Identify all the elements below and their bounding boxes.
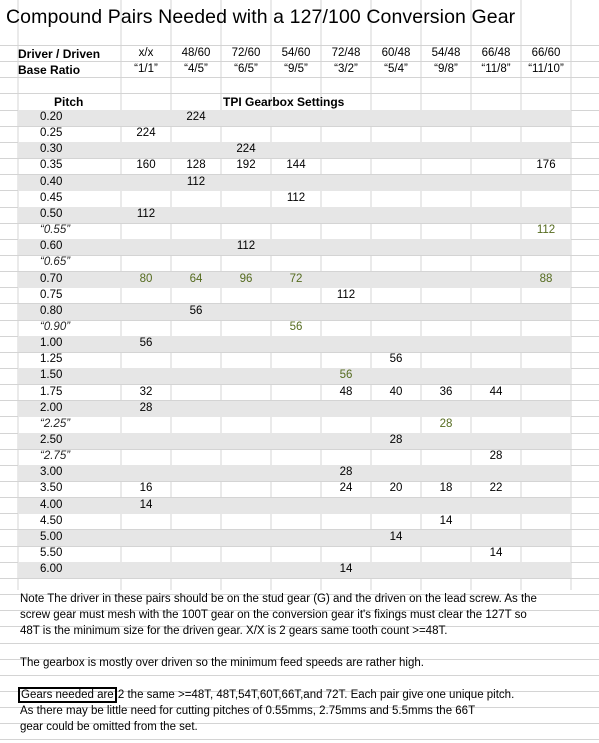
gear-tooth-count: 28 <box>339 466 353 478</box>
gear-tooth-count: 96 <box>239 273 253 285</box>
gear-tooth-count: 56 <box>389 353 403 365</box>
column-ratio-label: “11/8” <box>481 63 511 75</box>
gear-tooth-count: 64 <box>189 273 203 285</box>
table-row <box>18 207 571 223</box>
gear-tooth-count: 56 <box>289 321 303 333</box>
column-ratio-label: “11/10” <box>528 63 564 75</box>
table-row <box>18 465 571 481</box>
tpi-gearbox-settings-header: TPI Gearbox Settings <box>223 95 345 109</box>
table-row <box>18 175 571 191</box>
pitch-value: 2.50 <box>40 434 63 446</box>
pitch-value: 5.00 <box>40 531 63 543</box>
table-row <box>18 498 571 514</box>
table-row <box>18 304 571 320</box>
pitch-value: 3.00 <box>40 466 63 478</box>
pitch-value: 0.40 <box>40 176 63 188</box>
gear-tooth-count: 22 <box>489 482 503 494</box>
column-ratio-label: “5/4” <box>384 63 408 75</box>
column-gear-label: 60/48 <box>381 47 411 59</box>
gear-tooth-count: 224 <box>236 143 256 155</box>
gear-tooth-count: 44 <box>489 386 503 398</box>
driver-driven-label: Driver / Driven <box>18 47 101 61</box>
gear-tooth-count: 112 <box>536 224 556 236</box>
column-ratio-label: “1/1” <box>134 63 158 75</box>
column-gear-label: 48/60 <box>181 47 211 59</box>
table-row <box>18 239 571 255</box>
gear-tooth-count: 56 <box>339 369 353 381</box>
gear-tooth-count: 14 <box>439 515 453 527</box>
gear-tooth-count: 40 <box>389 386 403 398</box>
pitch-value: 1.00 <box>40 337 63 349</box>
gear-tooth-count: 112 <box>236 240 256 252</box>
gear-tooth-count: 24 <box>339 482 353 494</box>
gear-tooth-count: 28 <box>389 434 403 446</box>
column-gear-label: x/x <box>138 47 154 59</box>
table-row <box>18 530 571 546</box>
pitch-value: 0.20 <box>40 111 63 123</box>
gear-tooth-count: 112 <box>286 192 306 204</box>
note-line-1: Note The driver in these pairs should be on the stud gear (G) and the driven on the lead screw. As the <box>20 593 537 605</box>
gear-tooth-count: 72 <box>289 273 303 285</box>
pitch-value: 0.30 <box>40 143 63 155</box>
pitch-value: 1.25 <box>40 353 63 365</box>
gear-tooth-count: 16 <box>139 482 153 494</box>
gears-needed-boxed-text: Gears needed are <box>21 689 114 701</box>
table-row <box>18 368 571 384</box>
gear-tooth-count: 112 <box>136 208 156 220</box>
pitch-value: “2.75” <box>40 450 71 462</box>
table-row <box>18 562 571 578</box>
note-line-4: The gearbox is mostly over driven so the minimum feed speeds are rather high. <box>20 657 424 669</box>
pitch-value: 0.25 <box>40 127 63 139</box>
column-gear-label: 54/48 <box>431 47 461 59</box>
pitch-value: “0.55” <box>40 224 71 236</box>
gear-tooth-count: 18 <box>439 482 453 494</box>
gear-tooth-count: 28 <box>439 418 453 430</box>
gear-tooth-count: 144 <box>286 159 306 171</box>
table-row <box>18 223 571 239</box>
gear-tooth-count: 48 <box>339 386 353 398</box>
pitch-value: 0.70 <box>40 273 63 285</box>
gear-tooth-count: 176 <box>536 159 556 171</box>
pitch-value: 5.50 <box>40 547 63 559</box>
gear-tooth-count: 14 <box>339 563 353 575</box>
column-ratio-label: “4/5” <box>184 63 208 75</box>
gears-needed-list: 2 the same >=48T, 48T,54T,60T,66T,and 72T. Each pair give one unique pitch. <box>114 689 515 701</box>
gear-tooth-count: 20 <box>389 482 403 494</box>
table-row <box>18 126 571 142</box>
gear-tooth-count: 14 <box>139 499 153 511</box>
column-gear-label: 72/60 <box>231 47 261 59</box>
base-ratio-label: Base Ratio <box>18 63 81 77</box>
pitch-value: 0.45 <box>40 192 63 204</box>
column-gear-label: 72/48 <box>331 47 361 59</box>
gear-tooth-count: 112 <box>336 289 356 301</box>
pitch-value: 4.00 <box>40 499 63 511</box>
gear-tooth-count: 56 <box>189 305 203 317</box>
pitch-value: 0.75 <box>40 289 63 301</box>
gear-tooth-count: 36 <box>439 386 453 398</box>
table-row <box>18 336 571 352</box>
gear-tooth-count: 14 <box>389 531 403 543</box>
note-line-6: As there may be little need for cutting pitches of 0.55mms, 2.75mms and 5.5mms the 66T <box>20 705 476 717</box>
gear-tooth-count: 32 <box>139 386 153 398</box>
column-gear-label: 66/60 <box>531 47 561 59</box>
column-gear-label: 54/60 <box>281 47 311 59</box>
pitch-value: 0.35 <box>40 159 63 171</box>
pitch-value: 6.00 <box>40 563 63 575</box>
table-row <box>18 417 571 433</box>
table-row <box>18 514 571 530</box>
note-line-3: 48T is the minimum size for the driven gear. X/X is 2 gears same tooth count >=48T. <box>20 625 448 637</box>
pitch-value: 3.50 <box>40 482 63 494</box>
table-row <box>18 142 571 158</box>
table-row <box>18 401 571 417</box>
pitch-value: 1.75 <box>40 386 63 398</box>
pitch-value: 0.50 <box>40 208 63 220</box>
table-row <box>18 352 571 368</box>
table-row <box>18 433 571 449</box>
note-line-2: screw gear must mesh with the 100T gear on the conversion gear it's fixings must clear the 127T so <box>20 609 527 621</box>
gear-tooth-count: 192 <box>236 159 256 171</box>
gear-tooth-count: 28 <box>139 402 153 414</box>
pitch-value: 4.50 <box>40 515 63 527</box>
column-gear-label: 66/48 <box>481 47 511 59</box>
pitch-header: Pitch <box>54 95 84 109</box>
table-row <box>18 288 571 304</box>
note-line-5 <box>20 687 514 703</box>
gear-tooth-count: 112 <box>186 176 206 188</box>
pitch-value: “2.25” <box>40 418 71 430</box>
gear-tooth-count: 88 <box>539 273 553 285</box>
pitch-value: “0.65” <box>40 256 71 268</box>
pitch-value: “0.90” <box>40 321 71 333</box>
gear-tooth-count: 128 <box>186 159 206 171</box>
column-ratio-label: “3/2” <box>334 63 358 75</box>
pitch-value: 0.80 <box>40 305 63 317</box>
table-row <box>18 110 571 126</box>
column-ratio-label: “6/5” <box>234 63 258 75</box>
gear-tooth-count: 160 <box>136 159 156 171</box>
note-line-7: gear could be omitted from the set. <box>20 721 198 733</box>
page-title: Compound Pairs Needed with a 127/100 Conversion Gear <box>6 6 516 28</box>
gear-tooth-count: 224 <box>136 127 156 139</box>
gear-tooth-count: 224 <box>186 111 206 123</box>
column-ratio-label: “9/8” <box>434 63 458 75</box>
pitch-value: 2.00 <box>40 402 63 414</box>
gear-tooth-count: 14 <box>489 547 503 559</box>
column-ratio-label: “9/5” <box>284 63 308 75</box>
gear-tooth-count: 28 <box>489 450 503 462</box>
pitch-value: 0.60 <box>40 240 63 252</box>
gear-tooth-count: 80 <box>139 273 153 285</box>
table-row <box>18 255 571 271</box>
pitch-value: 1.50 <box>40 369 63 381</box>
gear-tooth-count: 56 <box>139 337 153 349</box>
